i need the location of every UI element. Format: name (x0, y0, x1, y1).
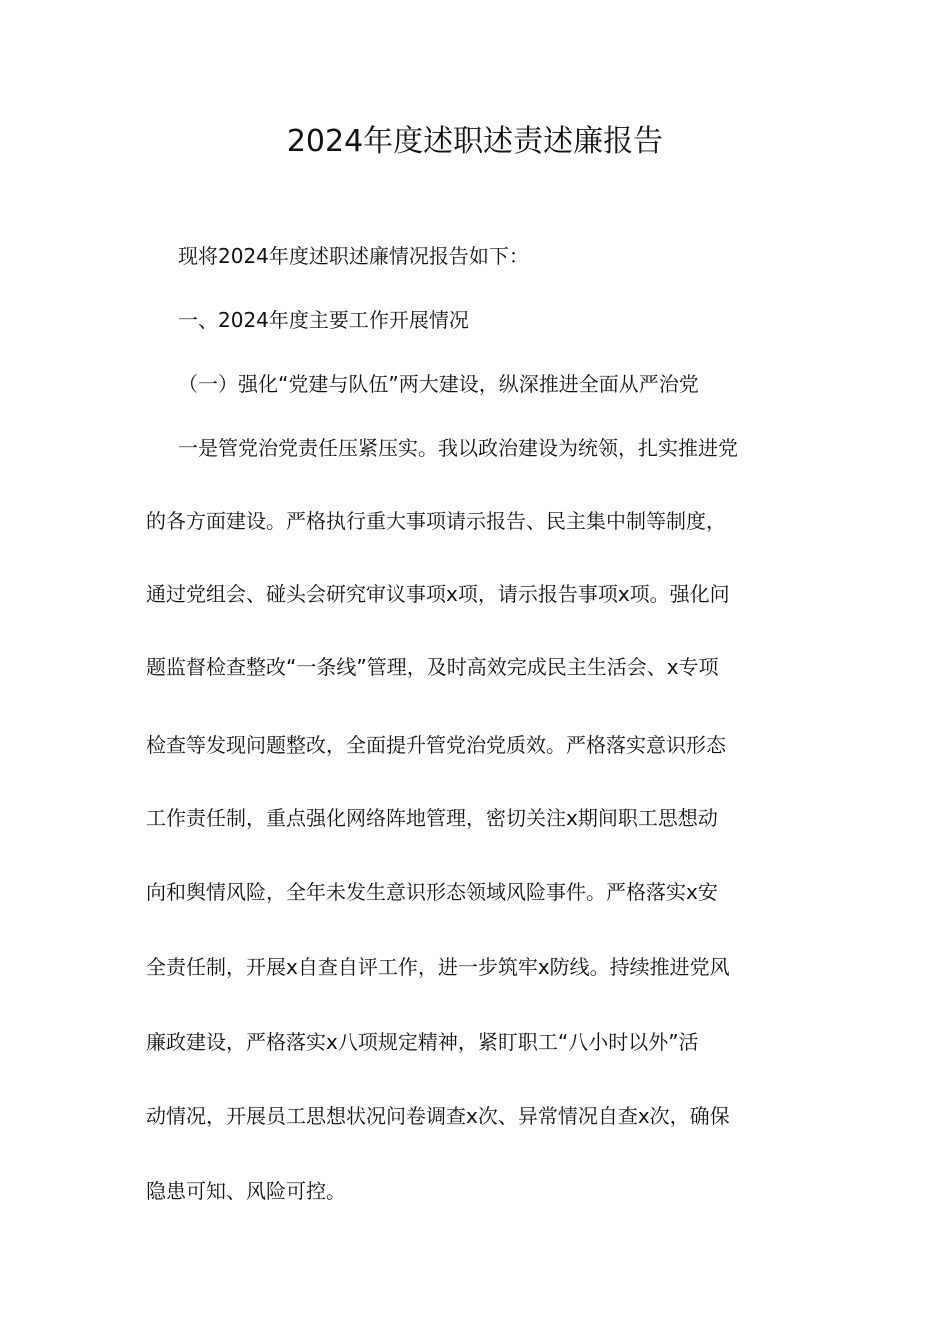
body-line: 隐患可知、风险可控。 (146, 1179, 346, 1203)
intro-paragraph: 现将2024年度述职述廉情况报告如下： (178, 244, 529, 268)
section-heading: 一、2024年度主要工作开展情况 (178, 308, 469, 332)
body-line: 通过党组会、碰头会研究审议事项x项，请示报告事项x项。强化问 (146, 582, 730, 606)
document-title: 2024年度述职述责述廉报告 (286, 124, 664, 159)
body-line: 廉政建设，严格落实x八项规定精神，紧盯职工“八小时以外”活 (146, 1030, 699, 1054)
subsection-heading: （一）强化“党建与队伍”两大建设，纵深推进全面从严治党 (178, 372, 699, 396)
body-line: 动情况，开展员工思想状况问卷调查x次、异常情况自查x次，确保 (146, 1104, 730, 1128)
body-line: 的各方面建设。严格执行重大事项请示报告、民主集中制等制度， (146, 509, 726, 533)
body-line: 检查等发现问题整改，全面提升管党治党质效。严格落实意识形态 (146, 733, 726, 757)
body-line: 题监督检查整改“一条线”管理，及时高效完成民主生活会、x专项 (146, 655, 719, 679)
body-line: 向和舆情风险，全年未发生意识形态领域风险事件。严格落实x安 (146, 880, 718, 904)
body-line: 全责任制，开展x自查自评工作，进一步筑牢x防线。持续推进党风 (146, 955, 730, 979)
body-line: 一是管党治党责任压紧压实。我以政治建设为统领，扎实推进党 (178, 436, 738, 460)
body-line: 工作责任制，重点强化网络阵地管理，密切关注x期间职工思想动 (146, 806, 718, 830)
